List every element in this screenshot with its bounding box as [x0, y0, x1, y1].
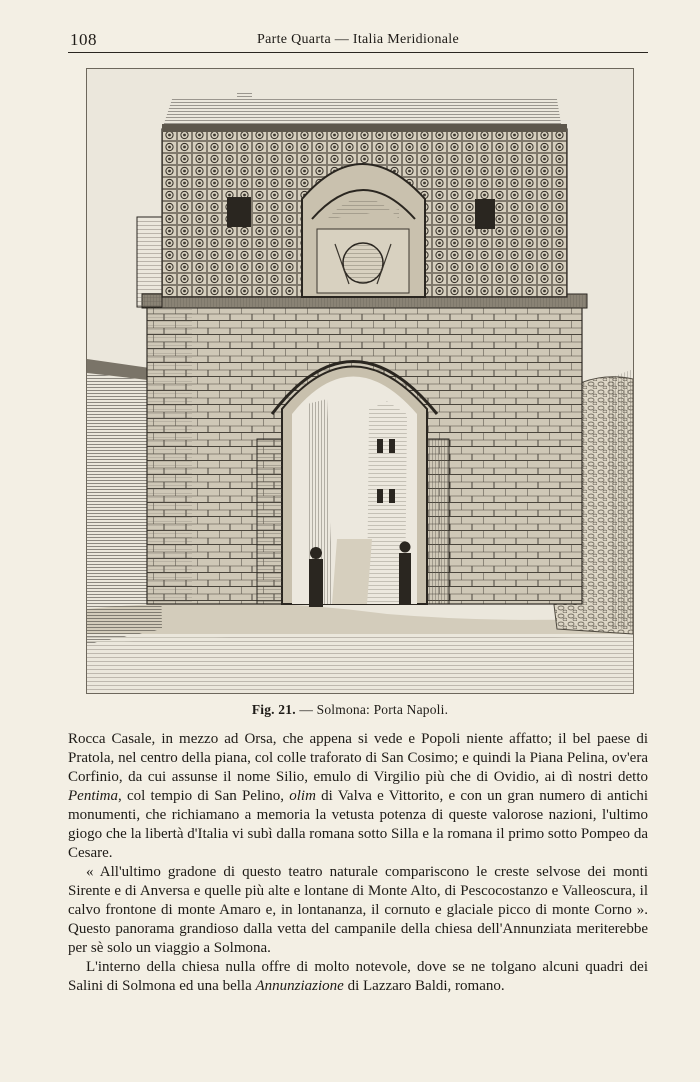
text-segment: di Lazzaro Baldi, romano.: [343, 978, 505, 994]
text-segment: di Valva e Vittorito, e con un gran numero di antichi monumenti, che richiamano a memoria la vetusta potenza di queste valorose nazioni, l'ultimo giogo che la libertà d'Italia vi subì dalla romana sotto Silla e la romana il primo sotto Pompeo da Cesare.: [68, 788, 648, 861]
figure-caption: [0, 702, 700, 718]
caption-text: — Solmona: Porta Napoli.: [295, 702, 449, 717]
caption-number: Fig. 21.: [251, 702, 296, 717]
italic-term: olim: [289, 788, 316, 804]
paragraph: [68, 863, 648, 958]
paragraph: [68, 958, 648, 996]
text-segment: , col tempio di San Pelino,: [118, 788, 290, 804]
italic-term: Annunziazione: [255, 978, 344, 994]
porta-napoli-engraving: [87, 69, 633, 693]
running-header: [68, 30, 648, 53]
text-segment: Rocca Casale, in mezzo ad Orsa, che appena si vede e Popoli niente affatto; il bel paese di Pratola, nel centro della piana, col colle traforato di San Cosimo; e quindi la Piana Pelina, ov'era Corfinio, da cui assunse il nome Silio, emulo di Virgilio più che di Ovidio, ai dì nostri detto: [68, 731, 648, 785]
paragraph: [68, 730, 648, 863]
text-segment: L'interno della chiesa nulla offre di molto notevole, dove se ne tolgano alcuni quadri dei Salini di Solmona ed una bella: [68, 959, 648, 994]
running-title: Parte Quarta — Italia Meridionale: [257, 32, 459, 47]
text-segment: « All'ultimo gradone di questo teatro naturale compariscono le creste selvose dei monti Sirente e di Anversa e quelle più alte e lontane di Monte Alto, di Pescocostanzo e Valleoscura, il calvo frontone di monte Amaro e, in lontananza, il cornuto e glaciale picco di monte Corno ». Questo panorama grandioso dalla vetta del campanile della chiesa dell'Annunziata meriterebbe per sè solo un viaggio a Solmona.: [68, 864, 648, 956]
figure-engraving: [86, 68, 634, 694]
italic-term: Pentima: [68, 788, 118, 804]
body-text: [68, 730, 648, 996]
page-number: 108: [70, 30, 97, 49]
